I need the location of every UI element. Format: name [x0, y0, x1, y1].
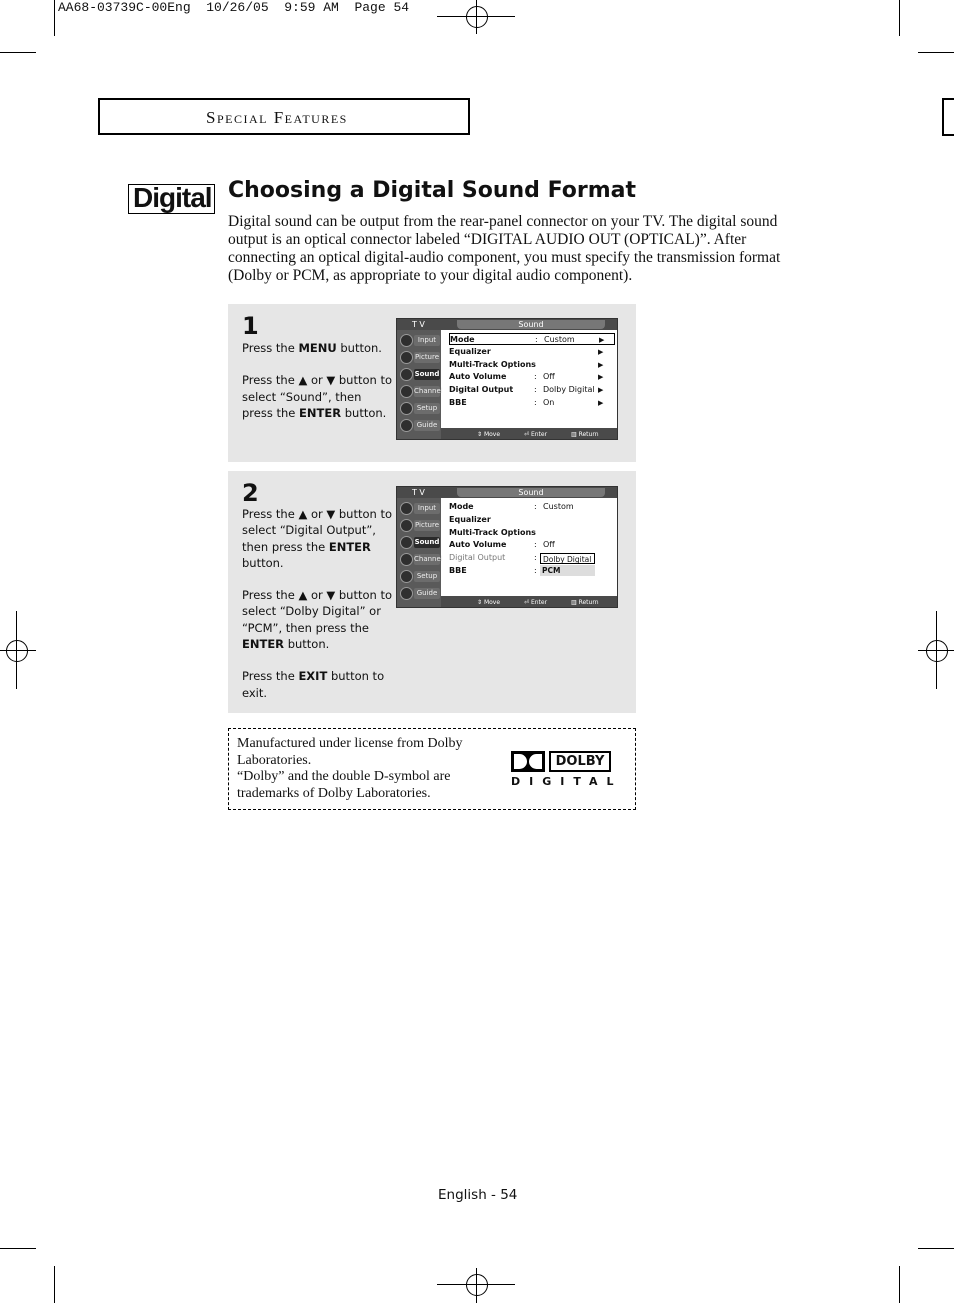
dolby-digital-logo: [511, 751, 623, 788]
osd-row-colon: :: [534, 566, 537, 575]
page-footer: English - 54: [438, 1187, 518, 1203]
osd-menu-row[interactable]: [449, 333, 615, 345]
digital-wordmark: DIGITAL: [511, 775, 623, 788]
osd-sidebar-label: Picture: [414, 521, 440, 529]
osd-sidebar-label: Channel: [414, 387, 443, 395]
osd-sidebar-label: Input: [414, 335, 440, 346]
step-instructions: [242, 340, 392, 437]
arrow-right-icon: ▶: [598, 347, 604, 356]
instruction-paragraph: Press the ▲ or ▼ button to select “Sound”, then press the ENTER button.: [242, 373, 392, 420]
osd-row-value: Dolby Digital: [543, 385, 595, 395]
osd-sidebar-label: Sound: [414, 538, 440, 546]
osd-row-label: Mode: [450, 335, 475, 344]
osd-row-label: Multi-Track Options: [449, 359, 536, 369]
osd-row-value: On: [543, 398, 555, 407]
osd-sidebar-label: Channel: [414, 555, 443, 563]
channel-icon: [400, 385, 413, 398]
return-icon: ▥: [571, 431, 577, 438]
osd-row-label: Auto Volume: [449, 372, 507, 382]
move-hint: ⇕ Move: [477, 599, 501, 606]
digital-badge-label: Digital: [133, 182, 212, 213]
dolby-license-note: [228, 728, 636, 810]
osd-sidebar-item-sound[interactable]: [399, 535, 441, 550]
arrow-right-icon: ▶: [599, 336, 605, 344]
osd-menu-row[interactable]: [449, 346, 615, 358]
arrow-right-icon: ▶: [598, 360, 604, 369]
updown-icon: ⇕: [477, 599, 483, 606]
page-title: Choosing a Digital Sound Format: [228, 178, 636, 203]
osd-row-value: Custom: [544, 335, 575, 344]
osd-row-colon: :: [535, 335, 538, 344]
osd-menu-row[interactable]: [449, 397, 615, 409]
arrow-right-icon: ▶: [598, 373, 604, 382]
return-hint: ▥ Return: [571, 431, 599, 438]
enter-hint: ⏎ Enter: [524, 599, 548, 606]
double-d-icon: [511, 751, 545, 772]
osd-dropdown-option[interactable]: Dolby Digital: [540, 553, 595, 564]
intro-paragraph: Digital sound can be output from the rear-panel connector on your TV. The digital sound output is an optical connector labeled “DIGITAL AUDIO OUT (OPTICAL)”. After connecting an optical digital-audio component, you must specify the transmission format (Dolby or PCM, as appropriate to your digital audio component).: [228, 213, 781, 284]
osd-row-colon: :: [534, 502, 537, 511]
osd-menu-row[interactable]: [449, 371, 615, 383]
osd-row-label: BBE: [449, 566, 467, 575]
button-name: ENTER: [328, 539, 371, 554]
arrow-right-icon: ▶: [598, 399, 604, 407]
button-name: ENTER: [299, 405, 342, 420]
osd-dropdown-option[interactable]: PCM: [540, 565, 595, 576]
button-name: MENU: [298, 341, 337, 355]
osd-footer: [441, 596, 618, 608]
instruction-paragraph: Press the EXIT button to exit.: [242, 669, 385, 700]
osd-row-colon: :: [534, 398, 537, 407]
return-hint: ▥ Return: [571, 599, 599, 606]
digital-badge: [128, 184, 215, 214]
instruction-paragraph: Press the ▲ or ▼ button to select “Dolby Digital” or “PCM”, then press the ENTER button.: [242, 588, 392, 652]
right-edge-tab: [942, 98, 954, 136]
osd-row-label: Equalizer: [449, 514, 491, 524]
setup-icon: [400, 402, 413, 415]
input-icon: [400, 334, 413, 347]
osd-row-label: Multi-Track Options: [449, 527, 536, 537]
osd-menu-row[interactable]: [449, 359, 615, 371]
sound-icon: [400, 368, 413, 381]
osd-row-colon: :: [534, 385, 537, 395]
osd-sidebar-label: Guide: [414, 588, 440, 599]
setup-icon: [400, 570, 413, 583]
move-hint: ⇕ Move: [477, 431, 501, 438]
osd-row-label: Digital Output: [449, 385, 514, 395]
osd-row-label: Auto Volume: [449, 540, 507, 550]
instruction-paragraph: Press the ▲ or ▼ button to select “Digital Output”, then press the ENTER button.: [242, 507, 392, 570]
section-label: Special Features: [206, 108, 348, 127]
instruction-paragraph: Press the MENU button.: [242, 341, 382, 355]
osd-sidebar-label: Setup: [414, 403, 440, 414]
enter-icon: ⏎: [524, 599, 530, 606]
osd-sidebar-label: Setup: [414, 571, 440, 582]
sound-icon: [400, 536, 413, 549]
osd-menu-title: Sound: [518, 488, 544, 497]
osd-sidebar-item-input[interactable]: [399, 501, 441, 516]
osd-row-colon: :: [534, 372, 537, 382]
osd-menu-row[interactable]: [449, 539, 615, 551]
step-1-panel: [228, 304, 636, 462]
osd-sidebar-item-picture[interactable]: [399, 350, 441, 365]
osd-menu-row[interactable]: [449, 384, 615, 396]
osd-menu-title: Sound: [518, 320, 544, 329]
osd-sidebar-item-setup[interactable]: [399, 401, 441, 416]
osd-sidebar-item-setup[interactable]: [399, 569, 441, 584]
osd-sidebar-item-picture[interactable]: [399, 518, 441, 533]
osd-sidebar-item-channel[interactable]: [399, 384, 441, 399]
tv-osd-screen: [396, 486, 618, 608]
osd-footer: [441, 428, 618, 440]
license-text: Manufactured under license from Dolby Laboratories. “Dolby” and the double D-symbol are trademarks of Dolby Laboratories.: [237, 736, 463, 801]
osd-sidebar-item-input[interactable]: [399, 333, 441, 348]
osd-sidebar-item-channel[interactable]: [399, 552, 441, 567]
osd-sidebar-label: Guide: [414, 420, 440, 431]
step-number: 2: [242, 479, 259, 507]
picture-icon: [400, 519, 413, 532]
osd-row-colon: :: [534, 540, 537, 550]
step-2-panel: [228, 471, 636, 713]
osd-row-value: Off: [543, 372, 555, 382]
section-header-box: [98, 98, 470, 135]
osd-row-colon: :: [534, 553, 537, 563]
osd-sidebar-item-guide[interactable]: [399, 418, 441, 433]
osd-row-label: Mode: [449, 502, 474, 511]
osd-sidebar: [397, 498, 441, 607]
osd-sidebar-label: Sound: [414, 370, 440, 378]
osd-sidebar-label: Picture: [414, 353, 440, 361]
step-number: 1: [242, 312, 259, 340]
osd-menu-row[interactable]: [449, 501, 615, 513]
arrow-right-icon: ▶: [598, 386, 604, 395]
channel-icon: [400, 553, 413, 566]
button-name: EXIT: [298, 669, 328, 684]
osd-tv-label: T V: [412, 488, 425, 497]
return-icon: ▥: [571, 599, 577, 606]
osd-menu-row[interactable]: [449, 527, 615, 539]
osd-row-label: Digital Output: [449, 553, 506, 563]
guide-icon: [400, 587, 413, 600]
osd-row-value: Custom: [543, 502, 574, 511]
tv-osd-screen: [396, 318, 618, 440]
print-header: AA68-03739C-00Eng 10/26/05 9:59 AM Page 54: [58, 0, 410, 15]
osd-sidebar-item-sound[interactable]: [399, 367, 441, 382]
step-instructions: [242, 506, 392, 717]
guide-icon: [400, 419, 413, 432]
button-name: ENTER: [242, 637, 285, 652]
osd-row-value: Off: [543, 540, 555, 550]
enter-icon: ⏎: [524, 431, 530, 438]
updown-icon: ⇕: [477, 431, 483, 438]
osd-row-label: Equalizer: [449, 346, 491, 356]
osd-row-label: BBE: [449, 398, 467, 407]
osd-menu-row[interactable]: [449, 514, 615, 526]
osd-sidebar: [397, 330, 441, 439]
dolby-wordmark: DOLBY: [549, 751, 611, 772]
osd-sidebar-item-guide[interactable]: [399, 586, 441, 601]
enter-hint: ⏎ Enter: [524, 431, 548, 438]
input-icon: [400, 502, 413, 515]
picture-icon: [400, 351, 413, 364]
osd-tv-label: T V: [412, 320, 425, 329]
osd-sidebar-label: Input: [414, 503, 440, 514]
